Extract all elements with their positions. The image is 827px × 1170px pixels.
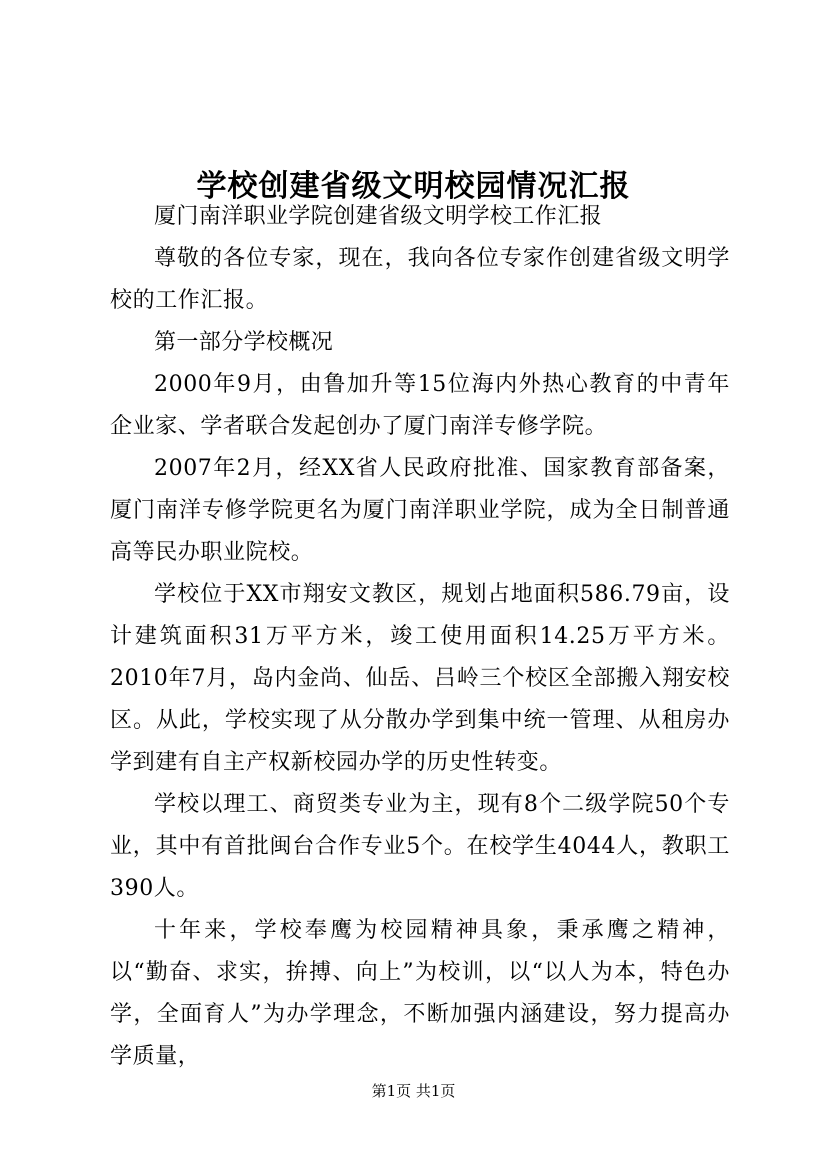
document-title: 学校创建省级文明校园情况汇报 bbox=[196, 169, 631, 205]
subtitle-paragraph: 厦门南洋职业学院创建省级文明学校工作汇报 bbox=[154, 204, 603, 229]
body-paragraph: 学校位于XX市翔安文教区，规划占地面积586.79亩，设计建筑面积31万平方米，竣工使用面积14.25万平方米。2010年7月，岛内金尚、仙岳、吕岭三个校区全部搬入翔安校区。从此，学校实现了从分散办学到集中统一管理、从租房办学到建有自主产权新校园办学的历史性转变。 bbox=[110, 582, 730, 775]
document-body bbox=[110, 196, 730, 1078]
body-paragraph: 十年来，学校奉鹰为校园精神具象，秉承鹰之精神，以“勤奋、求实，拚搏、向上”为校训，以“以人为本，特色办学，全面育人”为办学理念，不断加强内涵建设，努力提高办学质量， bbox=[110, 918, 730, 1069]
section-heading: 第一部分学校概况 bbox=[154, 330, 334, 355]
body-paragraph: 2000年9月，由鲁加升等15位海内外热心教育的中青年企业家、学者联合发起创办了厦门南洋专修学院。 bbox=[110, 372, 730, 439]
greeting-paragraph: 尊敬的各位专家，现在，我向各位专家作创建省级文明学校的工作汇报。 bbox=[110, 246, 730, 313]
page-number-footer: 第1页 共1页 bbox=[371, 1082, 456, 1100]
body-paragraph: 学校以理工、商贸类专业为主，现有8个二级学院50个专业，其中有首批闽台合作专业5个。在校学生4044人，教职工390人。 bbox=[110, 792, 730, 901]
body-paragraph: 2007年2月，经XX省人民政府批准、国家教育部备案，厦门南洋专修学院更名为厦门南洋职业学院，成为全日制普通高等民办职业院校。 bbox=[110, 456, 730, 565]
